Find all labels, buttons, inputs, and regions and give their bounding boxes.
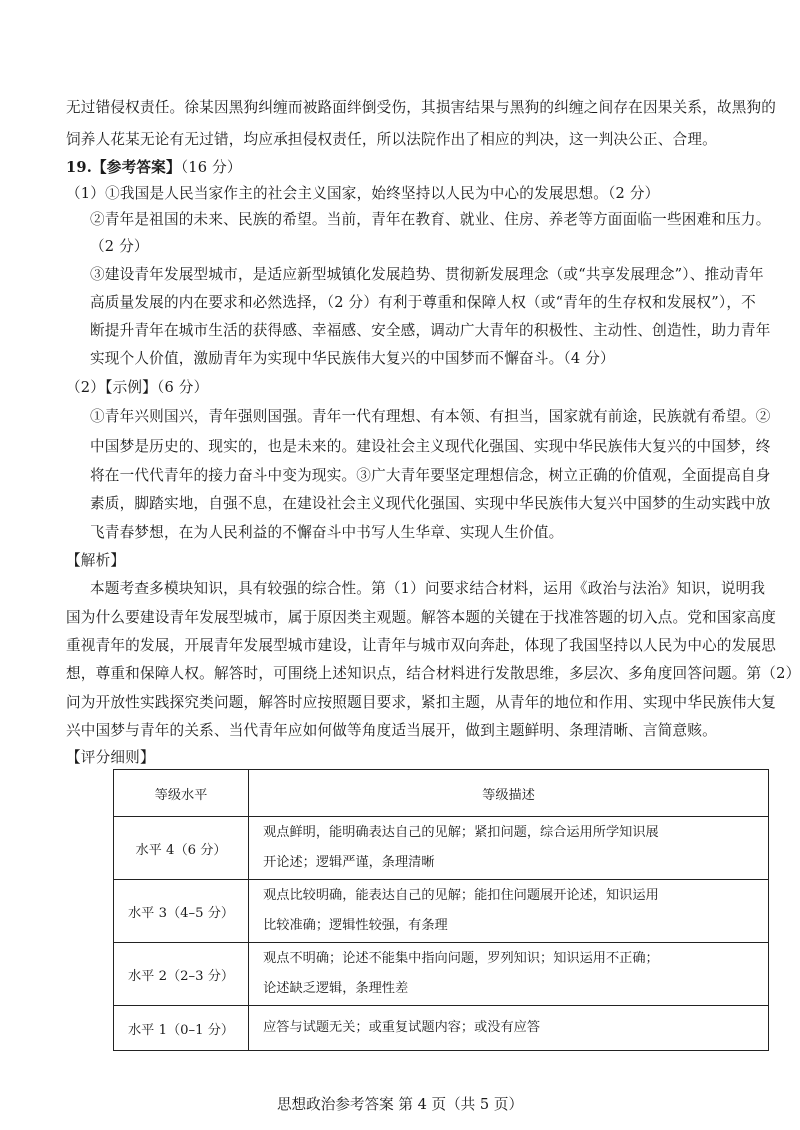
analysis-line: 国为什么要建设青年发展型城市，属于原因类主观题。解答本题的关键在于找准答题的切入点。党和国家高度 — [66, 609, 777, 626]
description-cell: 观点不明确；论述不能集中指向问题，罗列知识；知识运用不正确； 论述缺乏逻辑，条理性差 — [249, 943, 769, 1006]
part2-line: 飞青春梦想，在为人民利益的不懈奋斗中书写人生华章、实现人生价值。 — [90, 524, 564, 541]
description-cell: 应答与试题无关；或重复试题内容；或没有应答 — [249, 1006, 769, 1051]
part2-score: （6 分） — [156, 379, 209, 396]
rubric-heading: 【评分细则】 — [66, 749, 155, 766]
part1-point3-line: 断提升青年在城市生活的获得感、幸福感、安全感，调动广大青年的积极性、主动性、创造性，助力青年 — [90, 322, 771, 339]
analysis-line: 兴中国梦与青年的关系、当代青年应如何做等角度适当展开，做到主题鲜明、条理清晰、言简意赅。 — [66, 722, 717, 739]
intro-line: 饲养人花某无论有无过错，均应承担侵权责任，所以法院作出了相应的判决，这一判决公正、合理。 — [66, 131, 717, 148]
part1-point2-line: ②青年是祖国的未来、民族的希望。当前，青年在教育、就业、住房、养老等方面面临一些困难和压力。 — [90, 211, 771, 228]
part2-line: 中国梦是历史的、现实的，也是未来的。建设社会主义现代化强国、实现中华民族伟大复兴的中国梦，终 — [90, 438, 771, 455]
level-cell: 水平 4（6 分） — [114, 817, 249, 880]
part2-label: （2）【示例】 — [66, 379, 157, 396]
question-number: 19. — [66, 159, 92, 176]
part1-point3-line: 实现个人价值，激励青年为实现中华民族伟大复兴的中国梦而不懈奋斗。（4 分） — [90, 350, 615, 367]
level-cell: 水平 3（4–5 分） — [114, 880, 249, 943]
part2-line: ①青年兴则国兴，青年强则国强。青年一代有理想、有本领、有担当，国家就有前途，民族就有希望。② — [90, 408, 771, 425]
table-header-row — [114, 770, 769, 817]
part1-point1: （1）①我国是人民当家作主的社会主义国家，始终坚持以人民为中心的发展思想。（2 分） — [66, 185, 660, 202]
part1-point2-line: （2 分） — [90, 238, 149, 255]
analysis-line: 问为开放性实践探究类问题，解答时应按照题目要求，紧扣主题，从青年的地位和作用、实现中华民族伟大复 — [66, 694, 777, 711]
column-header-level: 等级水平 — [114, 770, 249, 817]
part2-heading — [66, 376, 208, 400]
table-row — [114, 880, 769, 943]
table-row — [114, 817, 769, 880]
answer-heading: 【参考答案】 — [92, 159, 181, 176]
part1-label: （1） — [66, 185, 106, 202]
column-header-description: 等级描述 — [249, 770, 769, 817]
intro-line: 无过错侵权责任。徐某因黑狗纠缠而被路面绊倒受伤，其损害结果与黑狗的纠缠之间存在因果关系，故黑狗的 — [66, 99, 777, 116]
rubric-table — [113, 769, 769, 1051]
question-heading — [66, 156, 242, 180]
part1-point3-line: ③建设青年发展型城市，是适应新型城镇化发展趋势、贯彻新发展理念（或“共享发展理念”）、推动青年 — [90, 266, 764, 283]
part2-line: 将在一代代青年的接力奋斗中变为现实。③广大青年要坚定理想信念，树立正确的价值观，全面提高自身 — [90, 467, 771, 484]
question-score: （16 分） — [180, 159, 242, 176]
level-cell: 水平 2（2–3 分） — [114, 943, 249, 1006]
part1-point3-line: 高质量发展的内在要求和必然选择，（2 分）有利于尊重和保障人权（或“青年的生存权和发展权”），不 — [90, 294, 756, 311]
analysis-line: 想，尊重和保障人权。解答时，可围绕上述知识点，结合材料进行发散思维，多层次、多角度回答问题。第（2） — [66, 665, 800, 682]
description-cell: 观点比较明确，能表达自己的见解；能扣住问题展开论述，知识运用 比较准确；逻辑性较强，有条理 — [249, 880, 769, 943]
part2-line: 素质，脚踏实地，自强不息，在建设社会主义现代化强国、实现中华民族伟大复兴中国梦的生动实践中放 — [90, 495, 771, 512]
description-cell: 观点鲜明，能明确表达自己的见解；紧扣问题，综合运用所学知识展 开论述；逻辑严谨，条理清晰 — [249, 817, 769, 880]
analysis-line: 重视青年的发展，开展青年发展型城市建设，让青年与城市双向奔赴，体现了我国坚持以人民为中心的发展思 — [66, 637, 777, 654]
level-cell: 水平 1（0–1 分） — [114, 1006, 249, 1051]
analysis-heading: 【解析】 — [66, 552, 126, 569]
table-row — [114, 943, 769, 1006]
analysis-line: 本题考查多模块知识，具有较强的综合性。第（1）问要求结合材料，运用《政治与法治》知识，说明我 — [90, 580, 766, 597]
table-row — [114, 1006, 769, 1051]
page-footer: 思想政治参考答案 第 4 页（共 5 页） — [276, 1096, 524, 1113]
